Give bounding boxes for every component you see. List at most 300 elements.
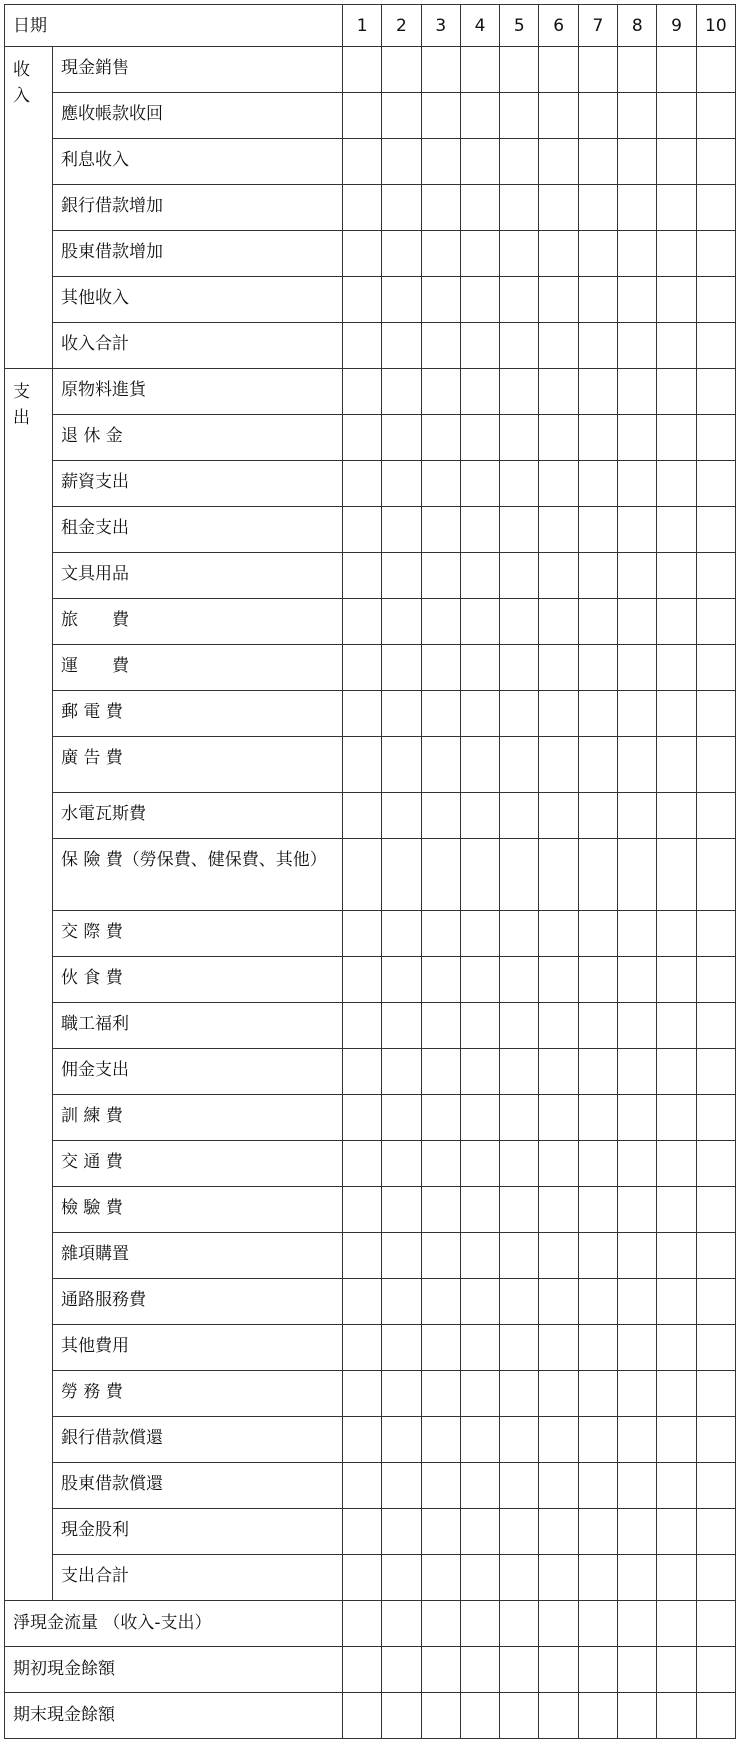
amount-cell[interactable]: [657, 1049, 696, 1095]
amount-cell[interactable]: [382, 793, 421, 839]
amount-cell[interactable]: [618, 1049, 657, 1095]
amount-cell[interactable]: [460, 1233, 499, 1279]
amount-cell[interactable]: [578, 415, 617, 461]
amount-cell[interactable]: [382, 1187, 421, 1233]
amount-cell[interactable]: [618, 139, 657, 185]
amount-cell[interactable]: [500, 415, 539, 461]
amount-cell[interactable]: [657, 277, 696, 323]
amount-cell[interactable]: [500, 1233, 539, 1279]
amount-cell[interactable]: [343, 1417, 382, 1463]
amount-cell[interactable]: [539, 1325, 578, 1371]
amount-cell[interactable]: [696, 737, 735, 793]
amount-cell[interactable]: [696, 957, 735, 1003]
amount-cell[interactable]: [460, 911, 499, 957]
amount-cell[interactable]: [343, 1141, 382, 1187]
amount-cell[interactable]: [343, 1279, 382, 1325]
amount-cell[interactable]: [500, 461, 539, 507]
amount-cell[interactable]: [382, 1003, 421, 1049]
amount-cell[interactable]: [657, 1233, 696, 1279]
amount-cell[interactable]: [578, 185, 617, 231]
amount-cell[interactable]: [618, 93, 657, 139]
amount-cell[interactable]: [343, 1003, 382, 1049]
amount-cell[interactable]: [421, 231, 460, 277]
amount-cell[interactable]: [618, 1233, 657, 1279]
amount-cell[interactable]: [539, 1233, 578, 1279]
amount-cell[interactable]: [618, 1509, 657, 1555]
amount-cell[interactable]: [696, 1325, 735, 1371]
amount-cell[interactable]: [657, 93, 696, 139]
amount-cell[interactable]: [539, 1647, 578, 1693]
amount-cell[interactable]: [421, 1463, 460, 1509]
amount-cell[interactable]: [500, 277, 539, 323]
amount-cell[interactable]: [618, 1647, 657, 1693]
amount-cell[interactable]: [696, 599, 735, 645]
amount-cell[interactable]: [578, 599, 617, 645]
amount-cell[interactable]: [618, 957, 657, 1003]
amount-cell[interactable]: [539, 93, 578, 139]
amount-cell[interactable]: [500, 1463, 539, 1509]
amount-cell[interactable]: [500, 1417, 539, 1463]
amount-cell[interactable]: [618, 911, 657, 957]
amount-cell[interactable]: [539, 47, 578, 93]
amount-cell[interactable]: [618, 1141, 657, 1187]
amount-cell[interactable]: [618, 1003, 657, 1049]
amount-cell[interactable]: [421, 1233, 460, 1279]
amount-cell[interactable]: [382, 737, 421, 793]
amount-cell[interactable]: [539, 793, 578, 839]
amount-cell[interactable]: [618, 277, 657, 323]
amount-cell[interactable]: [421, 737, 460, 793]
amount-cell[interactable]: [696, 1233, 735, 1279]
amount-cell[interactable]: [382, 323, 421, 369]
amount-cell[interactable]: [343, 645, 382, 691]
amount-cell[interactable]: [343, 1325, 382, 1371]
amount-cell[interactable]: [343, 839, 382, 911]
amount-cell[interactable]: [578, 47, 617, 93]
amount-cell[interactable]: [539, 323, 578, 369]
amount-cell[interactable]: [539, 599, 578, 645]
amount-cell[interactable]: [500, 47, 539, 93]
amount-cell[interactable]: [382, 1049, 421, 1095]
amount-cell[interactable]: [460, 599, 499, 645]
amount-cell[interactable]: [382, 553, 421, 599]
amount-cell[interactable]: [421, 1279, 460, 1325]
amount-cell[interactable]: [618, 1371, 657, 1417]
amount-cell[interactable]: [421, 553, 460, 599]
amount-cell[interactable]: [539, 1693, 578, 1739]
amount-cell[interactable]: [618, 1601, 657, 1647]
amount-cell[interactable]: [460, 1601, 499, 1647]
amount-cell[interactable]: [382, 415, 421, 461]
amount-cell[interactable]: [539, 1417, 578, 1463]
amount-cell[interactable]: [460, 185, 499, 231]
amount-cell[interactable]: [460, 1417, 499, 1463]
amount-cell[interactable]: [578, 911, 617, 957]
amount-cell[interactable]: [657, 415, 696, 461]
amount-cell[interactable]: [539, 1509, 578, 1555]
amount-cell[interactable]: [382, 139, 421, 185]
amount-cell[interactable]: [421, 277, 460, 323]
amount-cell[interactable]: [500, 1003, 539, 1049]
amount-cell[interactable]: [539, 369, 578, 415]
amount-cell[interactable]: [421, 1555, 460, 1601]
amount-cell[interactable]: [618, 461, 657, 507]
amount-cell[interactable]: [618, 47, 657, 93]
amount-cell[interactable]: [382, 277, 421, 323]
amount-cell[interactable]: [421, 599, 460, 645]
amount-cell[interactable]: [421, 1601, 460, 1647]
amount-cell[interactable]: [421, 645, 460, 691]
amount-cell[interactable]: [657, 737, 696, 793]
amount-cell[interactable]: [343, 507, 382, 553]
amount-cell[interactable]: [696, 93, 735, 139]
amount-cell[interactable]: [500, 93, 539, 139]
amount-cell[interactable]: [343, 1693, 382, 1739]
amount-cell[interactable]: [657, 553, 696, 599]
amount-cell[interactable]: [578, 1141, 617, 1187]
amount-cell[interactable]: [578, 1233, 617, 1279]
amount-cell[interactable]: [500, 553, 539, 599]
amount-cell[interactable]: [657, 1095, 696, 1141]
amount-cell[interactable]: [539, 461, 578, 507]
amount-cell[interactable]: [500, 1647, 539, 1693]
amount-cell[interactable]: [500, 645, 539, 691]
amount-cell[interactable]: [460, 231, 499, 277]
amount-cell[interactable]: [421, 1647, 460, 1693]
amount-cell[interactable]: [460, 1555, 499, 1601]
amount-cell[interactable]: [578, 1003, 617, 1049]
amount-cell[interactable]: [657, 839, 696, 911]
amount-cell[interactable]: [343, 1187, 382, 1233]
amount-cell[interactable]: [618, 1325, 657, 1371]
amount-cell[interactable]: [578, 277, 617, 323]
amount-cell[interactable]: [500, 599, 539, 645]
amount-cell[interactable]: [500, 231, 539, 277]
amount-cell[interactable]: [343, 957, 382, 1003]
amount-cell[interactable]: [421, 461, 460, 507]
amount-cell[interactable]: [343, 323, 382, 369]
amount-cell[interactable]: [578, 737, 617, 793]
amount-cell[interactable]: [460, 461, 499, 507]
amount-cell[interactable]: [460, 553, 499, 599]
amount-cell[interactable]: [578, 369, 617, 415]
amount-cell[interactable]: [382, 93, 421, 139]
amount-cell[interactable]: [382, 1509, 421, 1555]
amount-cell[interactable]: [578, 323, 617, 369]
amount-cell[interactable]: [343, 1463, 382, 1509]
amount-cell[interactable]: [539, 231, 578, 277]
amount-cell[interactable]: [421, 93, 460, 139]
amount-cell[interactable]: [421, 415, 460, 461]
amount-cell[interactable]: [657, 369, 696, 415]
amount-cell[interactable]: [657, 1601, 696, 1647]
amount-cell[interactable]: [460, 507, 499, 553]
amount-cell[interactable]: [578, 1601, 617, 1647]
amount-cell[interactable]: [460, 1279, 499, 1325]
amount-cell[interactable]: [696, 1003, 735, 1049]
amount-cell[interactable]: [578, 839, 617, 911]
amount-cell[interactable]: [382, 1417, 421, 1463]
amount-cell[interactable]: [421, 1187, 460, 1233]
amount-cell[interactable]: [696, 139, 735, 185]
amount-cell[interactable]: [578, 1049, 617, 1095]
amount-cell[interactable]: [382, 369, 421, 415]
amount-cell[interactable]: [343, 1233, 382, 1279]
amount-cell[interactable]: [382, 461, 421, 507]
amount-cell[interactable]: [657, 185, 696, 231]
amount-cell[interactable]: [460, 793, 499, 839]
amount-cell[interactable]: [382, 47, 421, 93]
amount-cell[interactable]: [460, 839, 499, 911]
amount-cell[interactable]: [696, 793, 735, 839]
amount-cell[interactable]: [696, 1371, 735, 1417]
amount-cell[interactable]: [618, 1095, 657, 1141]
amount-cell[interactable]: [696, 1555, 735, 1601]
amount-cell[interactable]: [460, 415, 499, 461]
amount-cell[interactable]: [421, 1095, 460, 1141]
amount-cell[interactable]: [539, 1141, 578, 1187]
amount-cell[interactable]: [539, 911, 578, 957]
amount-cell[interactable]: [618, 231, 657, 277]
amount-cell[interactable]: [382, 1141, 421, 1187]
amount-cell[interactable]: [539, 277, 578, 323]
amount-cell[interactable]: [657, 507, 696, 553]
amount-cell[interactable]: [500, 1095, 539, 1141]
amount-cell[interactable]: [382, 1463, 421, 1509]
amount-cell[interactable]: [421, 185, 460, 231]
amount-cell[interactable]: [618, 691, 657, 737]
amount-cell[interactable]: [696, 1095, 735, 1141]
amount-cell[interactable]: [382, 1647, 421, 1693]
amount-cell[interactable]: [696, 47, 735, 93]
amount-cell[interactable]: [657, 1371, 696, 1417]
amount-cell[interactable]: [500, 1555, 539, 1601]
amount-cell[interactable]: [618, 1417, 657, 1463]
amount-cell[interactable]: [343, 599, 382, 645]
amount-cell[interactable]: [343, 139, 382, 185]
amount-cell[interactable]: [382, 691, 421, 737]
amount-cell[interactable]: [696, 1417, 735, 1463]
amount-cell[interactable]: [696, 323, 735, 369]
amount-cell[interactable]: [696, 645, 735, 691]
amount-cell[interactable]: [343, 1095, 382, 1141]
amount-cell[interactable]: [657, 1693, 696, 1739]
amount-cell[interactable]: [382, 185, 421, 231]
amount-cell[interactable]: [460, 93, 499, 139]
amount-cell[interactable]: [578, 1509, 617, 1555]
amount-cell[interactable]: [500, 737, 539, 793]
amount-cell[interactable]: [618, 839, 657, 911]
amount-cell[interactable]: [657, 323, 696, 369]
amount-cell[interactable]: [460, 737, 499, 793]
amount-cell[interactable]: [460, 369, 499, 415]
amount-cell[interactable]: [657, 1647, 696, 1693]
amount-cell[interactable]: [696, 911, 735, 957]
amount-cell[interactable]: [343, 1049, 382, 1095]
amount-cell[interactable]: [460, 139, 499, 185]
amount-cell[interactable]: [618, 507, 657, 553]
amount-cell[interactable]: [657, 1279, 696, 1325]
amount-cell[interactable]: [343, 1371, 382, 1417]
amount-cell[interactable]: [618, 1463, 657, 1509]
amount-cell[interactable]: [343, 369, 382, 415]
amount-cell[interactable]: [657, 1555, 696, 1601]
amount-cell[interactable]: [460, 957, 499, 1003]
amount-cell[interactable]: [343, 415, 382, 461]
amount-cell[interactable]: [539, 1279, 578, 1325]
amount-cell[interactable]: [343, 1509, 382, 1555]
amount-cell[interactable]: [539, 957, 578, 1003]
amount-cell[interactable]: [657, 793, 696, 839]
amount-cell[interactable]: [500, 507, 539, 553]
amount-cell[interactable]: [578, 1187, 617, 1233]
amount-cell[interactable]: [500, 793, 539, 839]
amount-cell[interactable]: [696, 691, 735, 737]
amount-cell[interactable]: [460, 277, 499, 323]
amount-cell[interactable]: [343, 793, 382, 839]
amount-cell[interactable]: [539, 839, 578, 911]
amount-cell[interactable]: [382, 957, 421, 1003]
amount-cell[interactable]: [343, 1647, 382, 1693]
amount-cell[interactable]: [539, 737, 578, 793]
amount-cell[interactable]: [500, 1601, 539, 1647]
amount-cell[interactable]: [657, 47, 696, 93]
amount-cell[interactable]: [578, 461, 617, 507]
amount-cell[interactable]: [421, 323, 460, 369]
amount-cell[interactable]: [421, 911, 460, 957]
amount-cell[interactable]: [382, 1233, 421, 1279]
amount-cell[interactable]: [343, 277, 382, 323]
amount-cell[interactable]: [578, 553, 617, 599]
amount-cell[interactable]: [421, 1141, 460, 1187]
amount-cell[interactable]: [618, 1693, 657, 1739]
amount-cell[interactable]: [578, 1279, 617, 1325]
amount-cell[interactable]: [696, 1647, 735, 1693]
amount-cell[interactable]: [578, 691, 617, 737]
amount-cell[interactable]: [696, 839, 735, 911]
amount-cell[interactable]: [382, 231, 421, 277]
amount-cell[interactable]: [657, 139, 696, 185]
amount-cell[interactable]: [500, 957, 539, 1003]
amount-cell[interactable]: [618, 1187, 657, 1233]
amount-cell[interactable]: [696, 1509, 735, 1555]
amount-cell[interactable]: [696, 507, 735, 553]
amount-cell[interactable]: [343, 185, 382, 231]
amount-cell[interactable]: [539, 1049, 578, 1095]
amount-cell[interactable]: [578, 139, 617, 185]
amount-cell[interactable]: [343, 461, 382, 507]
amount-cell[interactable]: [696, 415, 735, 461]
amount-cell[interactable]: [421, 1693, 460, 1739]
amount-cell[interactable]: [618, 1555, 657, 1601]
amount-cell[interactable]: [343, 1555, 382, 1601]
amount-cell[interactable]: [657, 1509, 696, 1555]
amount-cell[interactable]: [500, 369, 539, 415]
amount-cell[interactable]: [460, 1141, 499, 1187]
amount-cell[interactable]: [421, 369, 460, 415]
amount-cell[interactable]: [618, 185, 657, 231]
amount-cell[interactable]: [343, 93, 382, 139]
amount-cell[interactable]: [657, 1141, 696, 1187]
amount-cell[interactable]: [539, 1371, 578, 1417]
amount-cell[interactable]: [382, 599, 421, 645]
amount-cell[interactable]: [539, 1187, 578, 1233]
amount-cell[interactable]: [421, 1371, 460, 1417]
amount-cell[interactable]: [500, 1049, 539, 1095]
amount-cell[interactable]: [578, 645, 617, 691]
amount-cell[interactable]: [421, 1003, 460, 1049]
amount-cell[interactable]: [382, 1601, 421, 1647]
amount-cell[interactable]: [500, 185, 539, 231]
amount-cell[interactable]: [657, 1187, 696, 1233]
amount-cell[interactable]: [618, 415, 657, 461]
amount-cell[interactable]: [618, 1279, 657, 1325]
amount-cell[interactable]: [500, 691, 539, 737]
amount-cell[interactable]: [460, 1325, 499, 1371]
amount-cell[interactable]: [696, 1693, 735, 1739]
amount-cell[interactable]: [578, 957, 617, 1003]
amount-cell[interactable]: [578, 231, 617, 277]
amount-cell[interactable]: [578, 1463, 617, 1509]
amount-cell[interactable]: [618, 369, 657, 415]
amount-cell[interactable]: [618, 323, 657, 369]
amount-cell[interactable]: [696, 1049, 735, 1095]
amount-cell[interactable]: [539, 139, 578, 185]
amount-cell[interactable]: [539, 553, 578, 599]
amount-cell[interactable]: [578, 1371, 617, 1417]
amount-cell[interactable]: [578, 1095, 617, 1141]
amount-cell[interactable]: [343, 911, 382, 957]
amount-cell[interactable]: [696, 1463, 735, 1509]
amount-cell[interactable]: [460, 1647, 499, 1693]
amount-cell[interactable]: [539, 1463, 578, 1509]
amount-cell[interactable]: [539, 1601, 578, 1647]
amount-cell[interactable]: [657, 1325, 696, 1371]
amount-cell[interactable]: [460, 1693, 499, 1739]
amount-cell[interactable]: [382, 1555, 421, 1601]
amount-cell[interactable]: [382, 1325, 421, 1371]
amount-cell[interactable]: [578, 1693, 617, 1739]
amount-cell[interactable]: [696, 461, 735, 507]
amount-cell[interactable]: [382, 507, 421, 553]
amount-cell[interactable]: [657, 1417, 696, 1463]
amount-cell[interactable]: [539, 1555, 578, 1601]
amount-cell[interactable]: [539, 645, 578, 691]
amount-cell[interactable]: [382, 1095, 421, 1141]
amount-cell[interactable]: [460, 691, 499, 737]
amount-cell[interactable]: [578, 1555, 617, 1601]
amount-cell[interactable]: [460, 645, 499, 691]
amount-cell[interactable]: [460, 1371, 499, 1417]
amount-cell[interactable]: [382, 839, 421, 911]
amount-cell[interactable]: [657, 645, 696, 691]
amount-cell[interactable]: [500, 1279, 539, 1325]
amount-cell[interactable]: [657, 957, 696, 1003]
amount-cell[interactable]: [343, 737, 382, 793]
amount-cell[interactable]: [421, 691, 460, 737]
amount-cell[interactable]: [421, 139, 460, 185]
amount-cell[interactable]: [696, 1141, 735, 1187]
amount-cell[interactable]: [382, 1371, 421, 1417]
amount-cell[interactable]: [657, 1003, 696, 1049]
amount-cell[interactable]: [696, 185, 735, 231]
amount-cell[interactable]: [421, 47, 460, 93]
amount-cell[interactable]: [500, 1693, 539, 1739]
amount-cell[interactable]: [618, 645, 657, 691]
amount-cell[interactable]: [657, 231, 696, 277]
amount-cell[interactable]: [382, 911, 421, 957]
amount-cell[interactable]: [657, 1463, 696, 1509]
